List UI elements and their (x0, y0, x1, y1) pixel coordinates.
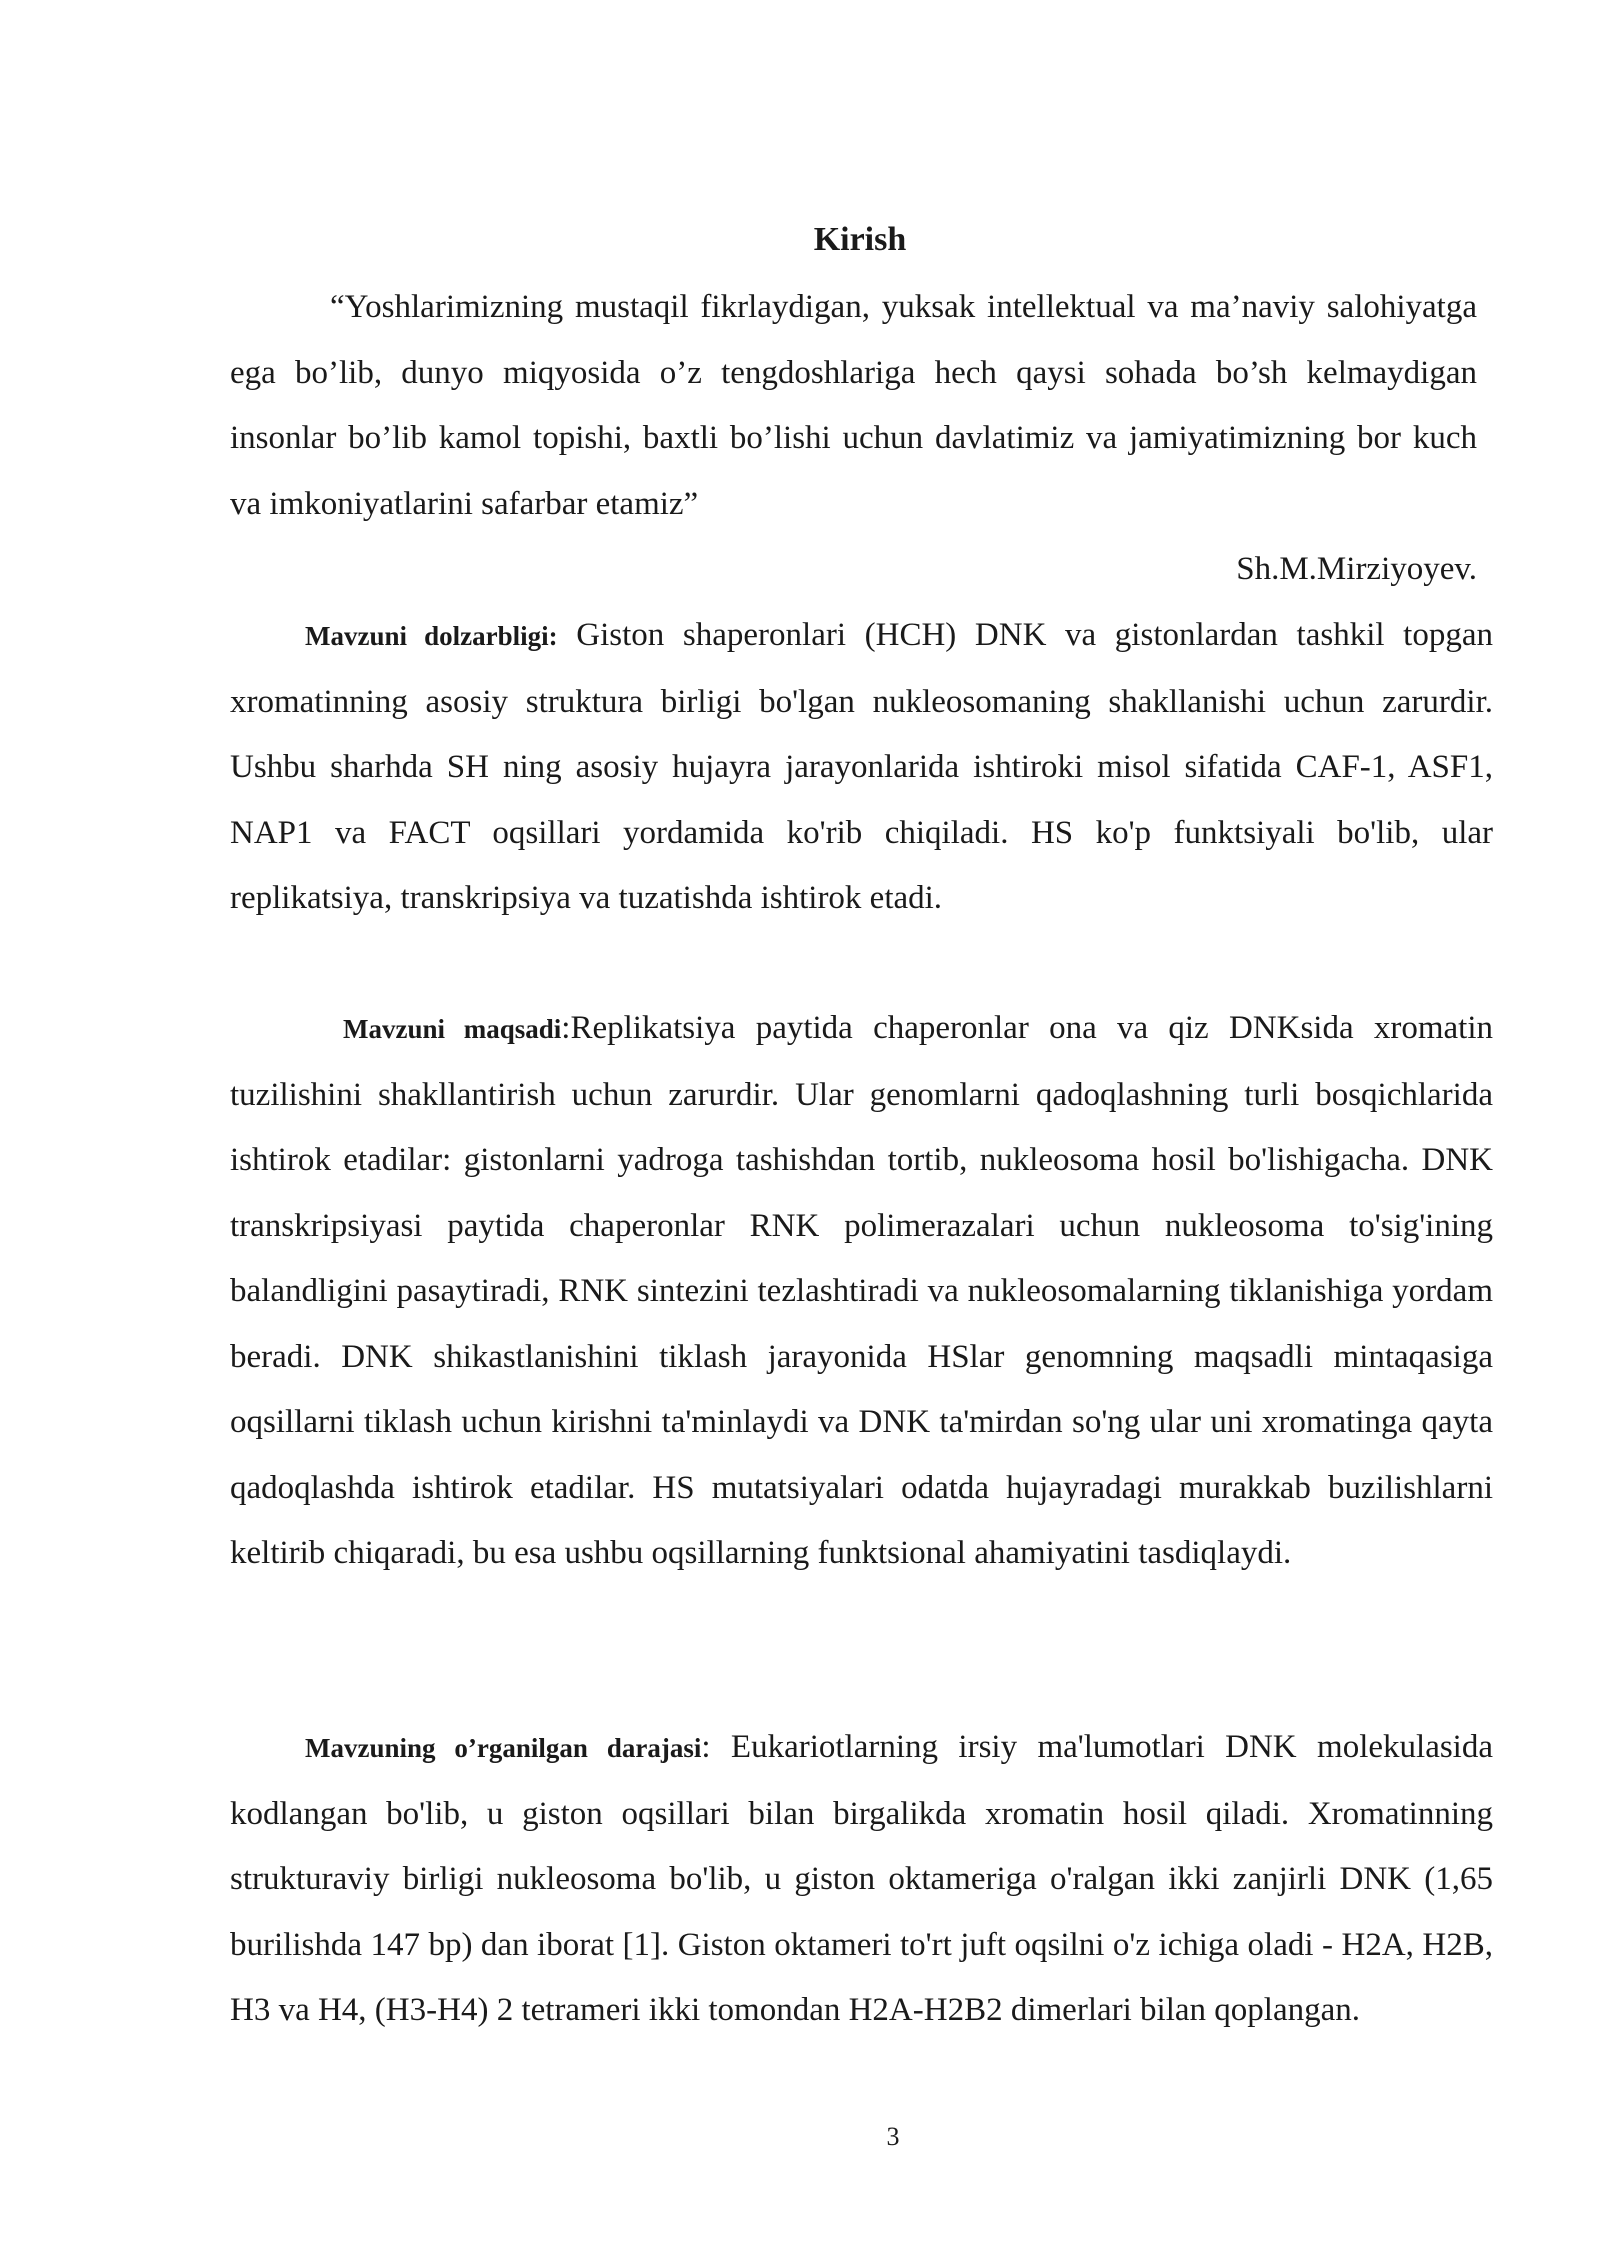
paragraph-goal (230, 996, 1493, 1587)
section-label-relevance: Mavzuni dolzarbligi: (305, 621, 558, 651)
section-label-study-level: Mavzuning o’rganilgan darajasi (305, 1733, 702, 1763)
section-text-goal: :Replikatsiya paytida chaperonlar ona va qiz DNKsida xromatin tuzilishini shakllantirish uchun zarurdir. Ular genomlarni qadoqlashning turli bosqichlarida ishtirok etadilar: gistonlarni yadroga tashishdan tortib, nukleosoma hosil bo'lishigacha. DNK transkripsiyasi paytida chaperonlar RNK polimerazalari uchun nukleosoma to'sig'ining balandligini pasaytiradi, RNK sintezini tezlashtiradi va nukleosomalarning tiklanishiga yordam beradi. DNK shikastlanishini tiklash jarayonida HSlar genomning maqsadli mintaqasiga oqsillarni tiklash uchun kirishni ta'minlaydi va DNK ta'mirdan so'ng ular uni xromatinga qayta qadoqlashda ishtirok etadilar. HS mutatsiyalari odatda hujayradagi murakkab buzilishlarni keltirib chiqaradi, bu esa ushbu oqsillarning funktsional ahamiyatini tasdiqlaydi. (230, 1010, 1493, 1571)
paragraph-relevance (230, 603, 1493, 932)
section-text-relevance: Giston shaperonlari (HCH) DNK va gistonlardan tashkil topgan xromatinning asosiy struktura birligi bo'lgan nukleosomaning shakllanishi uchun zarurdir. Ushbu sharhda SH ning asosiy hujayra jarayonlarida ishtiroki misol sifatida CAF-1, ASF1, NAP1 va FACT oqsillari yordamida ko'rib chiqiladi. HS ko'p funktsiyali bo'lib, ular replikatsiya, transkripsiya va tuzatishda ishtirok etadi. (230, 617, 1493, 916)
page-title: Kirish (813, 221, 907, 258)
epigraph-author: Sh.M.Mirziyoyev. (1236, 551, 1477, 587)
page-number: 3 (886, 2122, 900, 2151)
section-label-goal: Mavzuni maqsadi (343, 1014, 562, 1044)
paragraph-study-level (230, 1715, 1493, 2044)
epigraph-quote: “Yoshlarimizning mustaqil fikrlaydigan, yuksak intellektual va ma’naviy salohiyatga ega bo’lib, dunyo miqyosida o’z tengdoshlariga hech qaysi sohada bo’sh kelmaydigan insonlar bo’lib kamol topishi, baxtli bo’lishi uchun davlatimiz va jamiyatimizning bor kuch va imkoniyatlarini safarbar etamiz” (230, 289, 1477, 522)
section-text-study-level: : Eukariotlarning irsiy ma'lumotlari DNK molekulasida kodlangan bo'lib, u giston oqsillari bilan birgalikda xromatin hosil qiladi. Xromatinning strukturaviy birligi nukleosoma bo'lib, u giston oktameriga o'ralgan ikki zanjirli DNK (1,65 burilishda 147 bp) dan iborat [1]. Giston oktameri to'rt juft oqsilni o'z ichiga oladi - H2A, H2B, H3 va H4, (H3-H4) 2 tetrameri ikki tomondan H2A-H2B2 dimerlari bilan qoplangan. (230, 1729, 1493, 2028)
